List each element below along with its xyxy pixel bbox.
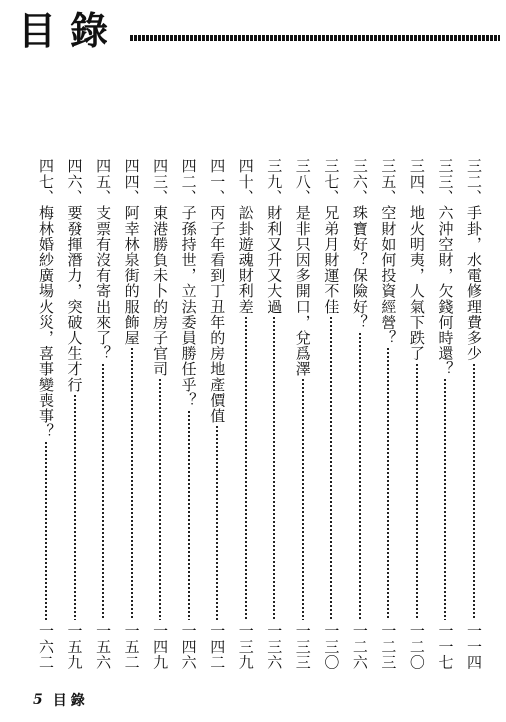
entry-title: 阿幸林泉街的服飾屋 <box>122 204 141 346</box>
toc-entry-34[interactable] <box>407 158 427 670</box>
table-of-contents <box>36 158 484 670</box>
entry-number: 三六、 <box>350 158 369 205</box>
entry-title: 子孫持世，立法委員勝任乎？ <box>179 204 198 408</box>
entry-page: 一五六 <box>94 623 113 670</box>
toc-entry-33[interactable] <box>435 158 455 670</box>
entry-page: 一三六 <box>265 623 284 670</box>
entry-title: 珠寶好？保險好？ <box>350 204 369 330</box>
entry-title: 丙子年看到丁丑年的房地產價值 <box>208 204 227 424</box>
entry-title: 財利又升又大過 <box>265 204 284 315</box>
entry-number: 三九、 <box>265 158 284 205</box>
entry-title: 東港勝負未卜的房子官司 <box>151 204 170 377</box>
toc-entry-38[interactable] <box>293 158 313 670</box>
entry-number: 三五、 <box>379 158 398 205</box>
toc-entry-44[interactable] <box>122 158 142 670</box>
toc-entry-43[interactable] <box>150 158 170 670</box>
entry-page: 一二〇 <box>407 623 426 670</box>
entry-title: 六沖空財，欠錢何時還？ <box>436 204 455 377</box>
entry-number: 三七、 <box>322 158 341 205</box>
entry-page: 一一七 <box>436 623 455 670</box>
toc-entry-45[interactable] <box>93 158 113 670</box>
entry-number: 四七、 <box>37 158 55 205</box>
entry-number: 三四、 <box>407 158 426 205</box>
entry-title: 兄弟月財運不佳 <box>322 204 341 315</box>
entry-page: 一三三 <box>293 623 312 670</box>
entry-page: 一四六 <box>179 623 198 670</box>
toc-entry-39[interactable] <box>264 158 284 670</box>
entry-number: 四二、 <box>179 158 198 205</box>
entry-title: 空財如何投資經營？ <box>379 204 398 346</box>
entry-title: 是非只因多開口，兌爲澤 <box>293 204 312 377</box>
dot-leader <box>45 442 47 620</box>
dot-leader <box>330 317 332 620</box>
dot-leader <box>102 364 104 620</box>
dot-leader <box>74 395 76 620</box>
entry-number: 四四、 <box>122 158 141 205</box>
entry-title: 要發揮潛力，突破人生才行 <box>65 204 84 393</box>
dot-leader <box>387 348 389 620</box>
entry-page: 一五九 <box>65 623 84 670</box>
entry-page: 一三〇 <box>322 623 341 670</box>
dot-leader <box>359 333 361 621</box>
entry-number: 四三、 <box>151 158 170 205</box>
page-footer <box>33 688 89 712</box>
dot-leader <box>188 411 190 621</box>
entry-number: 四五、 <box>94 158 113 205</box>
toc-entry-41[interactable] <box>207 158 227 670</box>
toc-entry-40[interactable] <box>236 158 256 670</box>
toc-entry-42[interactable] <box>179 158 199 670</box>
dot-leader <box>473 364 475 620</box>
dot-leader <box>444 379 446 620</box>
heading-rule <box>130 35 500 41</box>
entry-title: 訟卦遊魂財利差 <box>236 204 255 315</box>
footer-page-number: 5 <box>33 692 43 708</box>
dot-leader <box>159 379 161 620</box>
entry-page: 一五二 <box>122 623 141 670</box>
entry-title: 手卦，水電修理費多少 <box>464 204 483 361</box>
dot-leader <box>245 317 247 620</box>
dot-leader <box>131 348 133 620</box>
footer-label: 目錄 <box>52 693 89 709</box>
dot-leader <box>302 379 304 620</box>
toc-entry-35[interactable] <box>378 158 398 670</box>
toc-entry-47[interactable] <box>36 158 56 670</box>
page-title: 目錄 <box>18 8 123 53</box>
page-heading <box>12 6 498 56</box>
dot-leader <box>416 364 418 620</box>
dot-leader <box>273 317 275 620</box>
entry-page: 一四九 <box>151 623 170 670</box>
entry-page: 一一四 <box>464 623 483 670</box>
entry-number: 四十、 <box>236 158 255 205</box>
entry-number: 三三、 <box>436 158 455 205</box>
toc-entry-36[interactable] <box>350 158 370 670</box>
entry-number: 四六、 <box>65 158 84 205</box>
toc-entry-37[interactable] <box>321 158 341 670</box>
dot-leader <box>216 426 218 620</box>
entry-number: 三八、 <box>293 158 312 205</box>
entry-title: 支票有沒有寄出來了？ <box>94 204 113 361</box>
entry-number: 四一、 <box>208 158 227 205</box>
entry-page: 一二六 <box>350 623 369 670</box>
toc-entry-46[interactable] <box>65 158 85 670</box>
entry-page: 一二三 <box>379 623 398 670</box>
toc-entry-32[interactable] <box>464 158 484 670</box>
entry-number: 三二、 <box>464 158 483 205</box>
entry-page: 一四二 <box>208 623 227 670</box>
entry-title: 梅林婚紗廣場火災，喜事變喪事？ <box>37 204 55 439</box>
entry-title: 地火明夷，人氣下跌了 <box>407 204 426 361</box>
entry-page: 一三九 <box>236 623 255 670</box>
entry-page: 一六二 <box>37 623 55 670</box>
